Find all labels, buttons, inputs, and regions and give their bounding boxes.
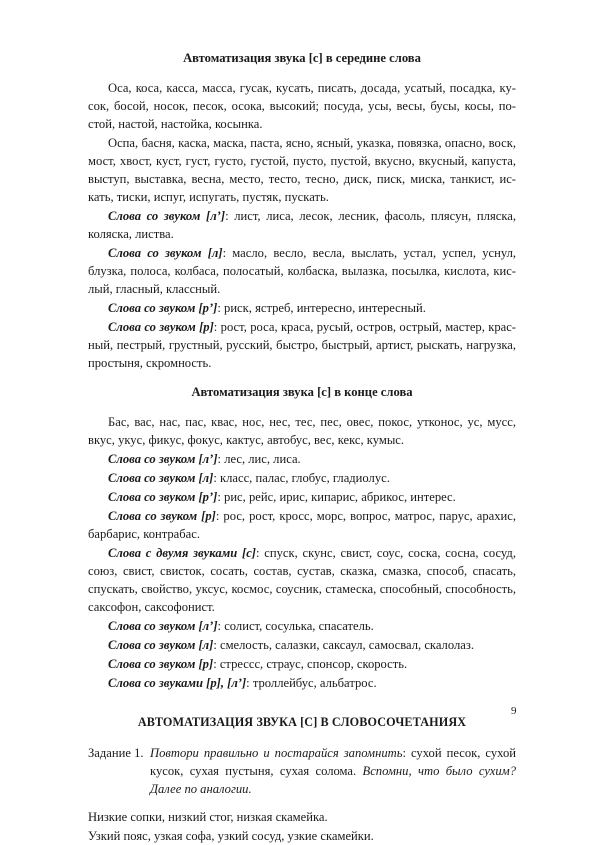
- section-1-row: Слова со звуком [р’]: риск, ястреб, интересно, интересный.: [108, 301, 426, 315]
- section-1-row: Слова со звуком [л]: масло, весло, весла, выслать, устал, успел, уснул, блузка, полоса, колбаса, полосатый, колбаска, вылазка, посылка, кислота, кис-лый, гласный, классный.: [88, 246, 516, 296]
- section-1-paragraph-1: Оса, коса, касса, масса, гусак, кусать, писать, досада, усатый, посадка, ку-сок, босой, носок, песок, осока, высокий; посуда, усы, весы, бусы, косы, по-стой, настой, настойка, косынка.: [88, 81, 516, 131]
- page-number: 9: [511, 705, 517, 717]
- section-2-row: Слова со звуком [л’]: солист, сосулька, спасатель.: [108, 619, 374, 633]
- section-1-row: Слова со звуком [р]: рост, роса, краса, русый, остров, острый, мастер, крас-ный, пестрый, грустный, русский, быстро, быстрый, артист, рыскать, нагрузка, простыня, скромность.: [88, 320, 516, 370]
- phrase-line-2: Узкий пояс, узкая софа, узкий сосуд, узкие скамейки.: [88, 829, 374, 843]
- section-2-paragraph-1: Бас, вас, нас, пас, квас, нос, нес, тес, пес, овес, покос, утконос, ус, мусс, вкус, укус, фикус, фокус, кактус, автобус, вес, кекс, кумыс.: [88, 415, 516, 447]
- phrase-line-1: Низкие сопки, низкий стог, низкая скамейка.: [88, 810, 328, 824]
- section-2-row: Слова со звуком [р]: рос, рост, кросс, морс, вопрос, матрос, парус, арахис, барбарис, контрабас.: [88, 509, 516, 541]
- section-2-row: Слова со звуком [р]: стрессс, страус, спонсор, скорость.: [108, 657, 408, 671]
- section-2-row: Слова со звуком [р’]: рис, рейс, ирис, кипарис, абрикос, интерес.: [108, 490, 456, 504]
- section-1-paragraph-2: Оспа, басня, каска, маска, паста, ясно, ясный, указка, повязка, опасно, воск, мост, хвост, куст, густ, густо, густой, пусто, пустой, вкусно, вкусный, капуста, выступ, выставка, весна, место, тесто, тесно, диск, писк, миска, танкист, ис-кать, тиски, испуг, испугать, пустяк, пускать.: [88, 136, 516, 204]
- section-2-row: Слова со звуком [л’]: лес, лис, лиса.: [108, 452, 301, 466]
- section-1-row: Слова со звуком [л’]: лист, лиса, лесок, лесник, фасоль, плясун, пляска, коляска, листва.: [88, 209, 516, 241]
- section-2-title: Автоматизация звука [с] в конце слова: [191, 385, 413, 399]
- task-1: [88, 744, 516, 798]
- section-2-row: Слова со звуком [л]: класс, палас, глобус, гладиолус.: [108, 471, 390, 485]
- section-2-row: Слова с двумя звуками [с]: спуск, скунс, свист, соус, соска, сосна, сосуд, союз, свист, свисток, сосать, состав, сустав, сказка, смазка, способ, спасать, спускать, свойство, уксус, космос, соусник, стамеска, способный, способность, саксофон, саксофонист.: [88, 546, 516, 614]
- task-1-instructions: Повтори правильно и постарайся запомнить: сухой песок, сухой кусок, сухая пустыня, сухая солома. Вспомни, что было сухим? Далее по аналогии.: [150, 746, 516, 796]
- page-content: [88, 50, 516, 845]
- section-2-row: Слова со звуками [р], [л’]: троллейбус, альбатрос.: [108, 676, 377, 690]
- section-3-title: АВТОМАТИЗАЦИЯ ЗВУКА [С] В СЛОВОСОЧЕТАНИЯХ: [137, 715, 467, 729]
- task-1-label: Задание 1.: [88, 746, 144, 760]
- section-2-row: Слова со звуком [л]: смелость, салазки, саксаул, самосвал, скалолаз.: [108, 638, 474, 652]
- section-1-title: Автоматизация звука [с] в середине слова: [183, 51, 421, 65]
